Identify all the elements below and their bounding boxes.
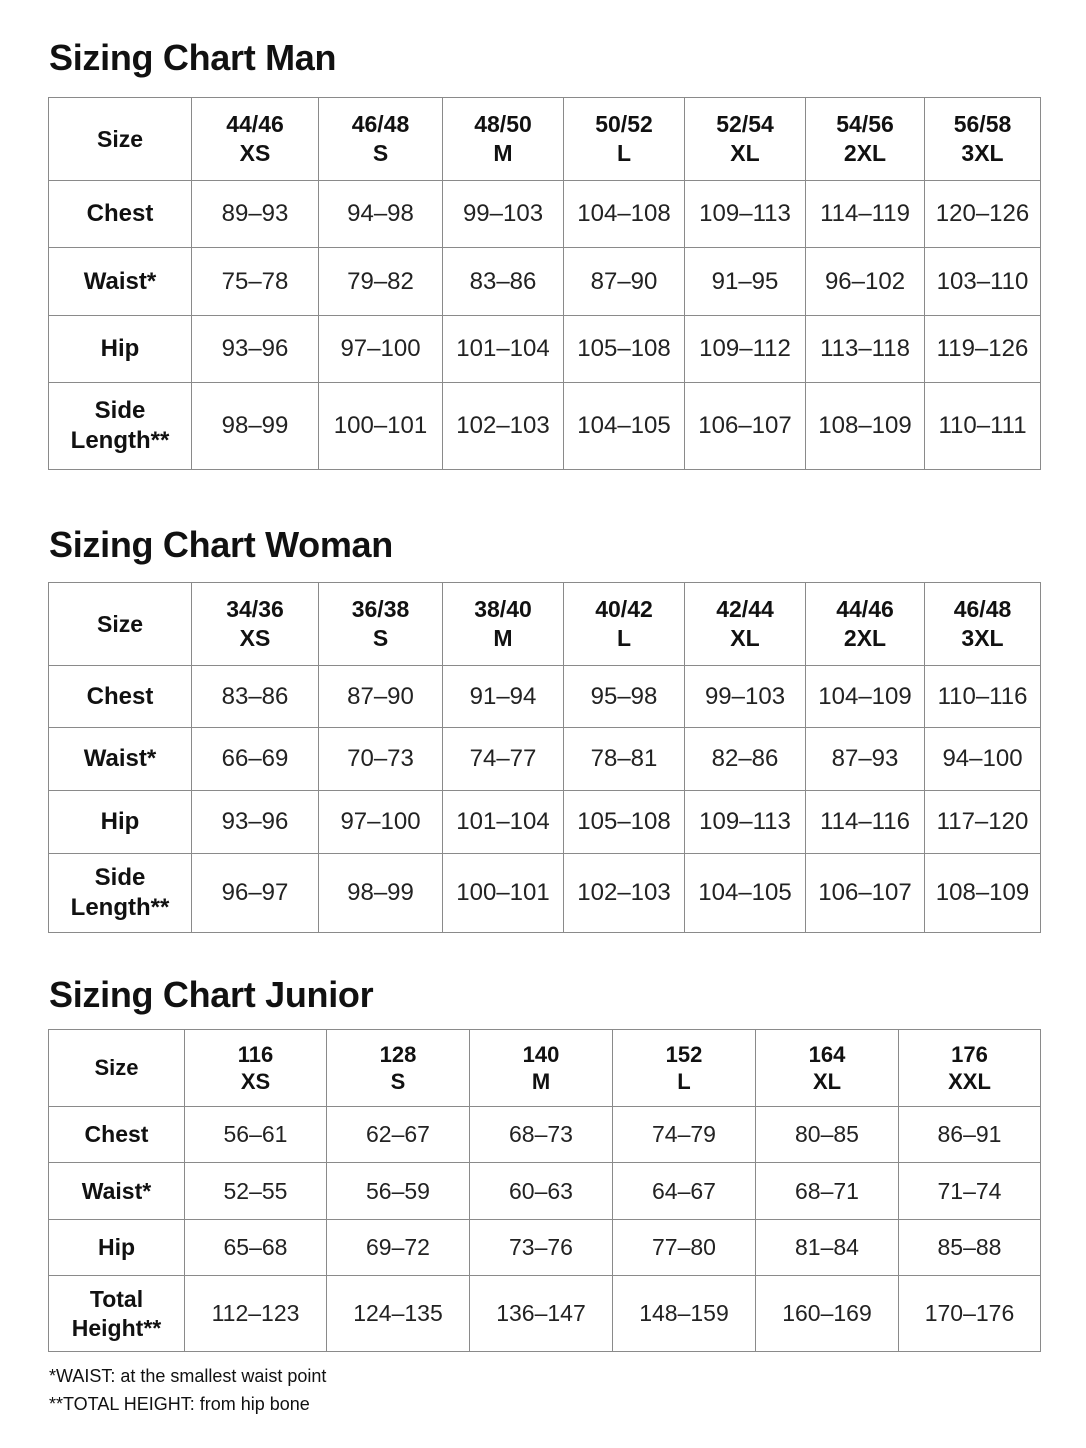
size-letter: 2XL (843, 140, 887, 166)
table-row (49, 1220, 1041, 1276)
measurement-value: 91–94 (443, 666, 564, 728)
table-row (49, 666, 1041, 728)
measurement-value: 68–71 (756, 1163, 899, 1220)
measurement-value: 101–104 (443, 791, 564, 854)
measurement-value: 62–67 (327, 1107, 470, 1163)
size-letter: XL (812, 1069, 842, 1094)
size-letter: M (531, 1069, 551, 1094)
table-row (49, 1107, 1041, 1163)
measurement-value: 79–82 (319, 248, 443, 316)
measurement-label-line: Height** (71, 1314, 162, 1341)
table-row (49, 316, 1041, 383)
size-letter: XS (239, 625, 271, 651)
size-header-3 (470, 1030, 613, 1107)
measurement-value: 74–77 (443, 728, 564, 791)
measurement-value: 109–112 (685, 316, 806, 383)
measurement-label-line: Chest (86, 682, 154, 710)
measurement-label (49, 1163, 185, 1220)
measurement-label-line: Side (94, 864, 146, 891)
measurement-label (49, 1107, 185, 1163)
size-header-7 (925, 98, 1041, 181)
size-number: 36/38 (351, 596, 410, 623)
measurement-value: 117–120 (925, 791, 1041, 854)
measurement-label (49, 383, 192, 470)
table-row (49, 248, 1041, 316)
measurement-value: 93–96 (192, 791, 319, 854)
measurement-label-line: Chest (86, 200, 154, 227)
size-header-row (49, 98, 1041, 181)
size-column-header: Size (49, 583, 192, 666)
footnote-waist: *WAIST: at the smallest waist point (49, 1366, 327, 1386)
measurement-value: 99–103 (443, 181, 564, 248)
measurement-value: 98–99 (192, 383, 319, 470)
measurement-label (49, 1220, 185, 1276)
size-number: 128 (379, 1041, 417, 1067)
measurement-value: 104–105 (685, 854, 806, 933)
measurement-label-line: Hip (97, 1234, 136, 1261)
junior-size-table (48, 1029, 1041, 1352)
measurement-label-line: Length** (70, 894, 170, 921)
size-letter: 2XL (843, 625, 887, 651)
measurement-label (49, 666, 192, 728)
measurement-value: 83–86 (192, 666, 319, 728)
size-number: 46/48 (953, 596, 1012, 623)
size-number: 116 (237, 1041, 274, 1067)
size-number: 152 (665, 1041, 703, 1067)
size-number: 56/58 (953, 111, 1012, 138)
size-letter: L (616, 140, 632, 166)
man-size-table (48, 97, 1041, 470)
size-number: 44/46 (836, 596, 894, 623)
size-letter: L (677, 1069, 691, 1094)
size-header-4 (564, 583, 685, 666)
size-number: 140 (522, 1041, 560, 1067)
measurement-value: 100–101 (443, 854, 564, 933)
measurement-value: 101–104 (443, 316, 564, 383)
size-letter: 3XL (961, 625, 1004, 651)
size-number: 44/46 (226, 111, 284, 138)
size-letter: M (493, 140, 513, 166)
measurement-label-line: Total (89, 1285, 144, 1312)
size-letter: XS (240, 1069, 271, 1094)
measurement-label (49, 316, 192, 383)
measurement-value: 89–93 (192, 181, 319, 248)
table-row (49, 791, 1041, 854)
table-row (49, 181, 1041, 248)
measurement-value: 136–147 (470, 1276, 613, 1352)
measurement-label (49, 248, 192, 316)
measurement-value: 80–85 (756, 1107, 899, 1163)
measurement-value: 75–78 (192, 248, 319, 316)
measurement-value: 94–98 (319, 181, 443, 248)
size-letter: S (372, 625, 389, 651)
size-letter: M (493, 625, 513, 651)
measurement-value: 83–86 (443, 248, 564, 316)
measurement-value: 82–86 (685, 728, 806, 791)
measurement-value: 91–95 (685, 248, 806, 316)
measurement-value: 65–68 (185, 1220, 327, 1276)
measurement-label-line: Chest (84, 1121, 149, 1148)
measurement-value: 87–90 (319, 666, 443, 728)
size-number: 38/40 (474, 596, 532, 623)
measurement-value: 102–103 (443, 383, 564, 470)
measurement-value: 103–110 (925, 248, 1041, 316)
size-number: 50/52 (595, 111, 653, 138)
measurement-label-line: Waist* (83, 745, 157, 772)
measurement-value: 148–159 (613, 1276, 756, 1352)
footnote-height: **TOTAL HEIGHT: from hip bone (49, 1394, 310, 1414)
size-number: 42/44 (716, 596, 774, 623)
measurement-value: 60–63 (470, 1163, 613, 1220)
measurement-label (49, 181, 192, 248)
size-letter: XL (730, 140, 760, 166)
size-header-6 (806, 583, 925, 666)
size-header-1 (185, 1030, 327, 1107)
woman-size-table (48, 582, 1041, 933)
size-letter: L (616, 625, 632, 651)
size-header-2 (327, 1030, 470, 1107)
size-header-5 (756, 1030, 899, 1107)
table-row (49, 383, 1041, 470)
measurement-value: 96–97 (192, 854, 319, 933)
size-header-5 (685, 98, 806, 181)
measurement-value: 112–123 (185, 1276, 327, 1352)
measurement-value: 69–72 (327, 1220, 470, 1276)
measurement-value: 104–108 (564, 181, 685, 248)
measurement-label-line: Length** (70, 427, 170, 454)
measurement-value: 108–109 (925, 854, 1041, 933)
measurement-value: 109–113 (685, 791, 806, 854)
measurement-value: 52–55 (185, 1163, 327, 1220)
size-header-4 (564, 98, 685, 181)
measurement-value: 73–76 (470, 1220, 613, 1276)
measurement-value: 100–101 (319, 383, 443, 470)
size-letter: 3XL (961, 140, 1004, 166)
size-header-1 (192, 98, 319, 181)
measurement-value: 170–176 (899, 1276, 1041, 1352)
measurement-value: 56–59 (327, 1163, 470, 1220)
measurement-value: 85–88 (899, 1220, 1041, 1276)
size-header-2 (319, 583, 443, 666)
size-header-row (49, 583, 1041, 666)
measurement-value: 81–84 (756, 1220, 899, 1276)
size-number: 34/36 (226, 596, 284, 623)
measurement-value: 108–109 (806, 383, 925, 470)
measurement-value: 99–103 (685, 666, 806, 728)
size-letter: XL (730, 625, 760, 651)
measurement-label (49, 854, 192, 933)
table-row (49, 1163, 1041, 1220)
measurement-value: 102–103 (564, 854, 685, 933)
measurement-value: 104–105 (564, 383, 685, 470)
measurement-value: 95–98 (564, 666, 685, 728)
table-row (49, 1276, 1041, 1352)
measurement-value: 70–73 (319, 728, 443, 791)
measurement-label-line: Hip (100, 808, 140, 835)
measurement-value: 94–100 (925, 728, 1041, 791)
size-number: 40/42 (595, 596, 653, 623)
measurement-value: 105–108 (564, 791, 685, 854)
measurement-value: 74–79 (613, 1107, 756, 1163)
size-header-6 (899, 1030, 1041, 1107)
measurement-value: 66–69 (192, 728, 319, 791)
measurement-value: 106–107 (806, 854, 925, 933)
measurement-label-line: Waist* (81, 1177, 152, 1204)
measurement-value: 160–169 (756, 1276, 899, 1352)
measurement-value: 98–99 (319, 854, 443, 933)
measurement-value: 113–118 (806, 316, 925, 383)
measurement-value: 119–126 (925, 316, 1041, 383)
table-row (49, 728, 1041, 791)
measurement-value: 114–119 (806, 181, 925, 248)
size-number: 54/56 (836, 111, 894, 138)
measurement-value: 87–93 (806, 728, 925, 791)
size-letter: XXL (948, 1069, 991, 1094)
measurement-value: 104–109 (806, 666, 925, 728)
measurement-value: 105–108 (564, 316, 685, 383)
size-letter: S (390, 1069, 406, 1094)
measurement-value: 109–113 (685, 181, 806, 248)
size-header-3 (443, 98, 564, 181)
measurement-value: 110–111 (925, 383, 1041, 470)
size-letter: S (372, 140, 389, 166)
size-header-6 (806, 98, 925, 181)
measurement-label-line: Side (94, 397, 146, 424)
measurement-label (49, 1276, 185, 1352)
size-header-2 (319, 98, 443, 181)
woman-chart-title: Sizing Chart Woman (49, 524, 393, 565)
measurement-value: 93–96 (192, 316, 319, 383)
size-letter: XS (239, 140, 271, 166)
size-header-3 (443, 583, 564, 666)
size-column-header: Size (49, 98, 192, 181)
size-header-5 (685, 583, 806, 666)
table-row (49, 854, 1041, 933)
measurement-value: 106–107 (685, 383, 806, 470)
measurement-value: 124–135 (327, 1276, 470, 1352)
measurement-value: 77–80 (613, 1220, 756, 1276)
size-header-row (49, 1030, 1041, 1107)
size-number: 176 (951, 1041, 988, 1067)
measurement-value: 86–91 (899, 1107, 1041, 1163)
measurement-label (49, 728, 192, 791)
size-number: 46/48 (351, 111, 410, 138)
measurement-value: 56–61 (185, 1107, 327, 1163)
size-number: 52/54 (716, 111, 774, 138)
measurement-value: 87–90 (564, 248, 685, 316)
measurement-value: 120–126 (925, 181, 1041, 248)
measurement-value: 97–100 (319, 791, 443, 854)
measurement-value: 96–102 (806, 248, 925, 316)
measurement-label-line: Waist* (83, 267, 157, 295)
measurement-value: 78–81 (564, 728, 685, 791)
size-header-4 (613, 1030, 756, 1107)
measurement-label-line: Hip (100, 335, 140, 362)
measurement-value: 64–67 (613, 1163, 756, 1220)
size-number: 164 (808, 1041, 846, 1067)
measurement-value: 71–74 (899, 1163, 1041, 1220)
measurement-value: 97–100 (319, 316, 443, 383)
measurement-label (49, 791, 192, 854)
size-column-header: Size (49, 1030, 185, 1107)
junior-chart-title: Sizing Chart Junior (49, 974, 374, 1015)
measurement-value: 110–116 (925, 666, 1041, 728)
measurement-value: 68–73 (470, 1107, 613, 1163)
size-header-1 (192, 583, 319, 666)
man-chart-title: Sizing Chart Man (49, 37, 337, 78)
size-number: 48/50 (474, 111, 532, 138)
size-header-7 (925, 583, 1041, 666)
measurement-value: 114–116 (806, 791, 925, 854)
